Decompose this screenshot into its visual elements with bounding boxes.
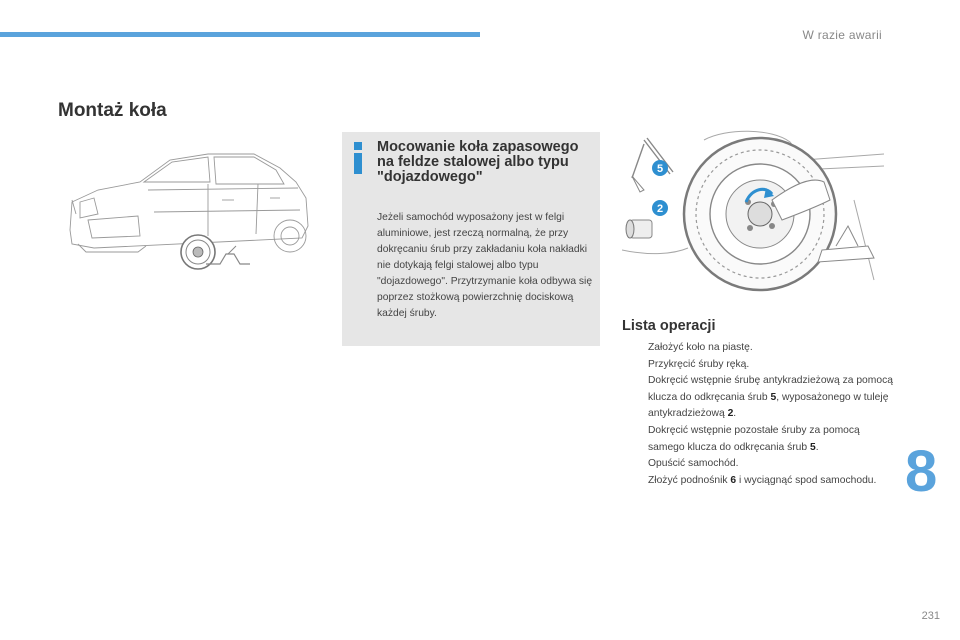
chapter-number: 8: [905, 439, 938, 504]
info-box-text: Jeżeli samochód wyposażony jest w felgi aluminiowe, jest rzeczą normalną, że przy dokręcaniu śrub przy zakładaniu koła nakładki nie dotykają felgi stalowej albo typu "dojazdowego". Przytrzymanie koła odbywa się poprzez stożkową powierzchnię dociskową każdej śruby.: [377, 212, 593, 319]
list-item: Dokręcić wstępnie śrubę antykradzieżową za pomocą klucza do odkręcania śrub 5, wyposażonego w tuleję antykradzieżową 2.: [648, 375, 893, 420]
list-item: Opuścić samochód.: [648, 458, 739, 470]
list-item: Założyć koło na piastę.: [648, 342, 753, 353]
label-wrench: 5: [656, 163, 664, 175]
car-illustration: [58, 140, 318, 280]
info-box-title: Mocowanie koła zapasowego na feldze stalowej albo typu "dojazdowego": [377, 139, 579, 185]
operations-title: Lista operacji: [622, 318, 716, 334]
operations-list: [623, 340, 893, 489]
running-header: W razie awarii: [802, 28, 882, 42]
header-accent-bar: [0, 32, 480, 37]
page-number: 231: [921, 610, 940, 622]
list-item: Przykręcić śruby ręką.: [648, 358, 750, 370]
info-icon: [352, 142, 364, 174]
section-title: Montaż koła: [58, 100, 167, 121]
list-item: Złożyć podnośnik 6 i wyciągnąć spod samochodu.: [648, 474, 877, 486]
info-box: [342, 132, 600, 346]
wheel-mounting-illustration: [622, 130, 884, 300]
label-adapter: 2: [656, 203, 664, 215]
list-item: Dokręcić wstępnie pozostałe śruby za pomocą samego klucza do odkręcania śrub 5.: [648, 424, 860, 453]
